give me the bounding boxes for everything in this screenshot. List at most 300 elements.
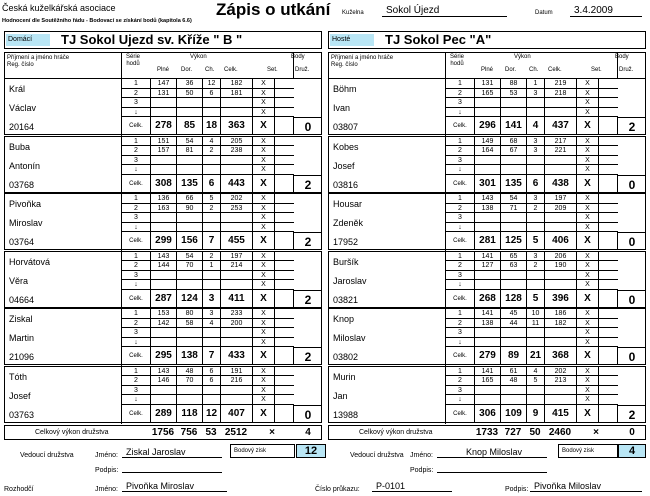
home-cell: 181 <box>221 89 253 98</box>
away-cell: 279 <box>475 347 501 365</box>
away-cell: ↓ <box>446 108 475 117</box>
home-cell <box>151 223 177 232</box>
home-cell: ↓ <box>122 223 151 232</box>
away-cell[interactable]: X <box>577 156 599 165</box>
away-hdr-set: Set. <box>591 67 602 73</box>
away-cell: 67 <box>501 146 527 155</box>
home-cell <box>221 395 253 404</box>
home-cell: 6 <box>203 376 221 385</box>
away-cell <box>545 395 577 404</box>
away-cell: 3 <box>527 194 545 203</box>
home-hdr-plne: Plné <box>157 67 170 73</box>
away-cell: 3 <box>527 252 545 261</box>
away-cell[interactable]: X <box>577 89 599 98</box>
home-cell[interactable]: X <box>253 98 275 107</box>
referee-podpis-field[interactable]: Pivoňka Miloslav <box>530 481 642 492</box>
away-cell: Celk. <box>446 347 475 365</box>
away-cell[interactable] <box>599 137 618 146</box>
away-cell[interactable] <box>599 271 618 280</box>
away-cell: 71 <box>501 204 527 213</box>
home-cell[interactable] <box>275 261 294 270</box>
away-cell <box>545 338 577 347</box>
home-cell[interactable] <box>275 165 294 174</box>
away-cell[interactable] <box>599 194 618 203</box>
away-hdr-celk: Celk. <box>548 67 562 73</box>
home-cell <box>221 271 253 280</box>
home-player-surname: Buba <box>9 141 31 152</box>
away-player-grid <box>445 367 617 424</box>
home-hdr-reg-label: Reg. číslo <box>7 62 34 68</box>
home-row <box>122 213 294 223</box>
home-cell[interactable]: X <box>253 328 275 337</box>
away-cell[interactable] <box>599 328 618 337</box>
away-row <box>446 79 618 89</box>
away-cell: 65 <box>501 252 527 261</box>
rules-subtitle: Hodnocení dle Soutěžního řádu - Bodovací se získání bodů (kapitola 6.6) <box>2 18 192 24</box>
away-total-label: Celkový výkon družstva <box>359 429 433 436</box>
home-player-firstname: Miroslav <box>9 218 43 228</box>
away-row <box>446 194 618 204</box>
away-cell[interactable] <box>599 338 618 347</box>
away-hdr-divider <box>617 53 618 79</box>
home-total-dor: 756 <box>180 427 198 438</box>
away-cell[interactable] <box>599 204 618 213</box>
away-cell: 197 <box>545 194 577 203</box>
away-player-reg: 03807 <box>333 122 359 132</box>
away-cell: ↓ <box>446 395 475 404</box>
home-player-points: 0 <box>293 405 322 423</box>
home-cell: 136 <box>151 194 177 203</box>
away-row <box>446 347 618 365</box>
away-cell <box>501 213 527 222</box>
home-cell[interactable] <box>275 156 294 165</box>
home-cell: 147 <box>151 79 177 88</box>
home-cell[interactable]: X <box>253 117 275 135</box>
home-cell[interactable]: X <box>253 405 275 423</box>
home-cell: 6 <box>203 89 221 98</box>
home-cell[interactable]: X <box>253 290 275 308</box>
home-cell[interactable] <box>275 146 294 155</box>
away-cell[interactable]: X <box>577 376 599 385</box>
away-cell[interactable]: X <box>577 290 599 308</box>
away-cell: 1 <box>446 79 475 88</box>
away-player-points: 0 <box>617 175 646 193</box>
away-cell <box>527 213 545 222</box>
home-cell[interactable] <box>275 395 294 404</box>
home-cell: ↓ <box>122 165 151 174</box>
away-cell[interactable] <box>599 165 618 174</box>
home-cell: 54 <box>177 137 203 146</box>
home-row <box>122 79 294 89</box>
away-cell[interactable]: X <box>577 319 599 328</box>
away-cell[interactable] <box>599 223 618 232</box>
away-cell: 182 <box>545 319 577 328</box>
away-cell <box>501 280 527 289</box>
home-cell <box>203 386 221 395</box>
away-cell: 44 <box>501 319 527 328</box>
home-cell: Celk. <box>122 232 151 250</box>
home-cell <box>221 338 253 347</box>
away-cell <box>501 156 527 165</box>
away-cell[interactable] <box>599 252 618 261</box>
home-row <box>122 376 294 386</box>
home-cell[interactable]: X <box>253 367 275 376</box>
away-cell: 213 <box>545 376 577 385</box>
away-cell[interactable]: X <box>577 405 599 423</box>
home-cell[interactable]: X <box>253 376 275 385</box>
away-hdr-body: Body <box>615 54 629 60</box>
home-cell: 2 <box>122 89 151 98</box>
home-cell[interactable] <box>275 137 294 146</box>
away-cell[interactable] <box>599 395 618 404</box>
away-cell: 206 <box>545 252 577 261</box>
away-cell <box>501 98 527 107</box>
away-hdr-dor: Dor. <box>505 67 517 73</box>
away-cell: 9 <box>527 405 545 423</box>
away-team-name: TJ Sokol Pec "A" <box>385 32 492 47</box>
home-cell[interactable] <box>275 89 294 98</box>
home-cell <box>151 395 177 404</box>
away-cell: 141 <box>475 309 501 318</box>
home-cell: 3 <box>122 156 151 165</box>
away-player-points: 2 <box>617 117 646 135</box>
away-cell[interactable] <box>599 261 618 270</box>
away-cell: 149 <box>475 137 501 146</box>
home-tag: Domácí <box>6 34 50 46</box>
home-row <box>122 156 294 166</box>
away-cell: 217 <box>545 137 577 146</box>
away-cell: 164 <box>475 146 501 155</box>
home-cell[interactable]: X <box>253 89 275 98</box>
home-cell <box>221 213 253 222</box>
home-cell: 1 <box>122 252 151 261</box>
away-player-points: 0 <box>617 232 646 250</box>
home-cell: 214 <box>221 261 253 270</box>
home-cell[interactable] <box>275 194 294 203</box>
away-cell: 3 <box>446 386 475 395</box>
away-cell[interactable]: X <box>577 223 599 232</box>
home-cell: 156 <box>177 232 203 250</box>
away-cell[interactable]: X <box>577 252 599 261</box>
away-cell: 296 <box>475 117 501 135</box>
away-row <box>446 290 618 308</box>
home-cell[interactable]: X <box>253 223 275 232</box>
away-cell: 1 <box>527 79 545 88</box>
away-cell: 109 <box>501 405 527 423</box>
away-cell[interactable]: X <box>577 137 599 146</box>
away-cell <box>545 165 577 174</box>
home-cell: 138 <box>177 347 203 365</box>
away-cell[interactable]: X <box>577 338 599 347</box>
away-hdr-vykon: Výkon <box>514 54 531 60</box>
away-jmeno-label: Jméno: <box>410 452 433 459</box>
home-row <box>122 98 294 108</box>
home-row <box>122 271 294 281</box>
away-cell <box>475 156 501 165</box>
home-player-surname: Král <box>9 84 26 94</box>
away-cell: 128 <box>501 290 527 308</box>
away-total-dor: 727 <box>504 427 522 438</box>
home-podpis-field[interactable] <box>122 462 222 473</box>
home-cell: 278 <box>151 117 177 135</box>
away-cell[interactable]: X <box>577 395 599 404</box>
away-player-grid <box>445 309 617 366</box>
away-cell[interactable] <box>599 89 618 98</box>
home-cell[interactable] <box>275 338 294 347</box>
home-cell: 1 <box>122 309 151 318</box>
away-cell[interactable] <box>599 376 618 385</box>
home-cell: 142 <box>151 319 177 328</box>
date-field[interactable]: 3.4.2009 <box>570 5 642 17</box>
away-hdr-serie <box>446 54 468 68</box>
home-cell: 2 <box>203 146 221 155</box>
home-cell <box>177 223 203 232</box>
away-cell <box>545 271 577 280</box>
home-cell: 205 <box>221 137 253 146</box>
home-cell[interactable] <box>275 252 294 261</box>
home-cell[interactable]: X <box>253 347 275 365</box>
home-cell[interactable]: X <box>253 271 275 280</box>
home-cell: 2 <box>122 319 151 328</box>
away-cell: 2 <box>446 89 475 98</box>
away-column <box>328 52 646 424</box>
away-cell[interactable]: X <box>577 261 599 270</box>
home-cell[interactable]: X <box>253 108 275 117</box>
home-player-grid <box>121 79 293 136</box>
home-cell <box>203 213 221 222</box>
away-cell: 54 <box>501 194 527 203</box>
home-leader-field[interactable]: Ziskal Jaroslav <box>122 447 222 458</box>
home-cell[interactable] <box>275 271 294 280</box>
home-cell: 182 <box>221 79 253 88</box>
away-cell: 63 <box>501 261 527 270</box>
home-cell[interactable] <box>275 98 294 107</box>
home-cell[interactable]: X <box>253 338 275 347</box>
away-cell[interactable]: X <box>577 117 599 135</box>
away-cell[interactable] <box>599 309 618 318</box>
home-cell[interactable]: X <box>253 252 275 261</box>
away-cell <box>545 156 577 165</box>
home-cell[interactable]: X <box>253 137 275 146</box>
home-cell[interactable]: X <box>253 395 275 404</box>
away-cell: Celk. <box>446 290 475 308</box>
away-player-firstname: Miloslav <box>333 333 366 343</box>
home-cell[interactable] <box>275 328 294 337</box>
away-player-surname: Kobes <box>333 141 359 152</box>
home-cell <box>177 338 203 347</box>
home-cell[interactable]: X <box>253 280 275 289</box>
away-cell[interactable]: X <box>577 309 599 318</box>
away-cell: 11 <box>527 319 545 328</box>
home-cell[interactable] <box>275 386 294 395</box>
away-cell <box>527 386 545 395</box>
away-cell <box>475 213 501 222</box>
away-cell: 281 <box>475 232 501 250</box>
away-cell: 406 <box>545 232 577 250</box>
away-cell[interactable] <box>599 367 618 376</box>
home-cell: 289 <box>151 405 177 423</box>
home-cell <box>151 213 177 222</box>
away-total-plne: 1733 <box>475 427 499 438</box>
home-cell[interactable]: X <box>253 79 275 88</box>
home-cell[interactable]: X <box>253 146 275 155</box>
away-cell[interactable]: X <box>577 347 599 365</box>
home-cell <box>151 338 177 347</box>
away-player-3 <box>328 251 646 308</box>
away-cell[interactable]: X <box>577 280 599 289</box>
home-cell[interactable] <box>275 79 294 88</box>
home-hdr-dor: Dor. <box>181 67 193 73</box>
away-cell[interactable]: X <box>577 232 599 250</box>
away-cell <box>475 386 501 395</box>
away-cell[interactable]: X <box>577 79 599 88</box>
away-cell[interactable]: X <box>577 213 599 222</box>
home-player-grid <box>121 194 293 251</box>
home-cell[interactable] <box>275 108 294 117</box>
home-hdr-ch: Ch. <box>205 67 215 73</box>
away-cell[interactable]: X <box>577 204 599 213</box>
away-cell <box>501 271 527 280</box>
home-cell: 233 <box>221 309 253 318</box>
away-cell[interactable] <box>599 79 618 88</box>
away-cell[interactable]: X <box>577 98 599 107</box>
home-cell: Celk. <box>122 290 151 308</box>
away-cell: 4 <box>527 117 545 135</box>
home-hdr-name <box>7 55 69 69</box>
away-cell: 2 <box>446 376 475 385</box>
home-player-firstname: Václav <box>9 103 37 113</box>
away-cell[interactable]: X <box>577 386 599 395</box>
home-cell[interactable]: X <box>253 261 275 270</box>
away-cell: 5 <box>527 376 545 385</box>
away-cell: 306 <box>475 405 501 423</box>
away-cell[interactable]: X <box>577 175 599 193</box>
away-player-5 <box>328 366 646 423</box>
home-cell[interactable]: X <box>253 386 275 395</box>
home-cell[interactable]: X <box>253 232 275 250</box>
away-player-surname: Knop <box>333 314 355 324</box>
away-cell[interactable]: X <box>577 271 599 280</box>
home-cell[interactable] <box>275 213 294 222</box>
home-total-cross: × <box>269 427 275 438</box>
away-cell[interactable] <box>599 98 618 107</box>
away-cell <box>475 108 501 117</box>
home-cell: 36 <box>177 79 203 88</box>
home-total-points: 4 <box>305 427 311 438</box>
away-cell: 3 <box>446 271 475 280</box>
away-cell[interactable]: X <box>577 146 599 155</box>
home-hdr-body: Body <box>291 54 305 60</box>
away-cell <box>545 213 577 222</box>
away-cell: ↓ <box>446 280 475 289</box>
away-cell[interactable] <box>599 319 618 328</box>
home-player-points: 2 <box>293 347 322 365</box>
away-cell[interactable] <box>599 386 618 395</box>
venue-field[interactable]: Sokol Újezd <box>382 5 507 17</box>
home-cell <box>221 165 253 174</box>
away-cell <box>475 165 501 174</box>
home-cell[interactable] <box>275 309 294 318</box>
home-row <box>122 204 294 214</box>
home-cell[interactable]: X <box>253 213 275 222</box>
away-player-firstname: Zdeněk <box>333 218 364 228</box>
home-cell[interactable] <box>275 367 294 376</box>
home-cell[interactable]: X <box>253 156 275 165</box>
away-cell: 2 <box>527 204 545 213</box>
home-row <box>122 280 294 290</box>
home-cell: 3 <box>122 271 151 280</box>
home-row <box>122 338 294 348</box>
away-row <box>446 319 618 329</box>
home-cell[interactable] <box>275 223 294 232</box>
home-col-header <box>4 52 322 78</box>
away-leader-field[interactable]: Knop Miloslav <box>437 447 547 458</box>
away-row <box>446 405 618 423</box>
home-cell: 7 <box>203 232 221 250</box>
home-cell <box>177 165 203 174</box>
away-cell[interactable]: X <box>577 367 599 376</box>
away-row <box>446 376 618 386</box>
away-cell: 6 <box>527 175 545 193</box>
home-cell: 118 <box>177 405 203 423</box>
away-cell: 396 <box>545 290 577 308</box>
home-cell[interactable]: X <box>253 204 275 213</box>
away-cell[interactable] <box>599 108 618 117</box>
away-cell[interactable] <box>599 156 618 165</box>
home-player-reg: 20164 <box>9 122 35 132</box>
home-cell[interactable] <box>275 204 294 213</box>
home-player-reg: 03763 <box>9 409 35 420</box>
away-cell[interactable]: X <box>577 108 599 117</box>
home-row <box>122 175 294 193</box>
home-cell: ↓ <box>122 395 151 404</box>
away-cell[interactable]: X <box>577 165 599 174</box>
home-cell <box>221 280 253 289</box>
home-cell[interactable]: X <box>253 194 275 203</box>
home-cell[interactable]: X <box>253 319 275 328</box>
away-cell: 2 <box>446 319 475 328</box>
home-cell: 455 <box>221 232 253 250</box>
referee-name-field[interactable]: Pivoňka Miroslav <box>122 481 227 492</box>
home-cell <box>177 156 203 165</box>
away-cell: 131 <box>475 79 501 88</box>
home-cell[interactable] <box>275 319 294 328</box>
home-cell[interactable] <box>275 280 294 289</box>
away-cell: 301 <box>475 175 501 193</box>
home-cell <box>177 386 203 395</box>
away-cell[interactable] <box>599 280 618 289</box>
away-podpis-field[interactable] <box>437 462 547 473</box>
home-player-firstname: Věra <box>9 275 29 286</box>
home-cell[interactable]: X <box>253 309 275 318</box>
home-cell: 144 <box>151 261 177 270</box>
home-cell[interactable]: X <box>253 175 275 193</box>
away-hdr-reg-label: Reg. číslo <box>331 62 358 68</box>
away-leader-label: Vedoucí družstva <box>350 452 404 459</box>
home-cell[interactable] <box>275 376 294 385</box>
away-cell <box>527 165 545 174</box>
away-cell[interactable] <box>599 146 618 155</box>
home-cell[interactable]: X <box>253 165 275 174</box>
home-cell: 202 <box>221 194 253 203</box>
card-number-field[interactable]: P-0101 <box>372 481 452 492</box>
away-row <box>446 252 618 262</box>
home-column <box>4 52 322 424</box>
away-cell[interactable]: X <box>577 194 599 203</box>
away-cell[interactable]: X <box>577 328 599 337</box>
away-cell[interactable] <box>599 213 618 222</box>
home-cell: Celk. <box>122 117 151 135</box>
